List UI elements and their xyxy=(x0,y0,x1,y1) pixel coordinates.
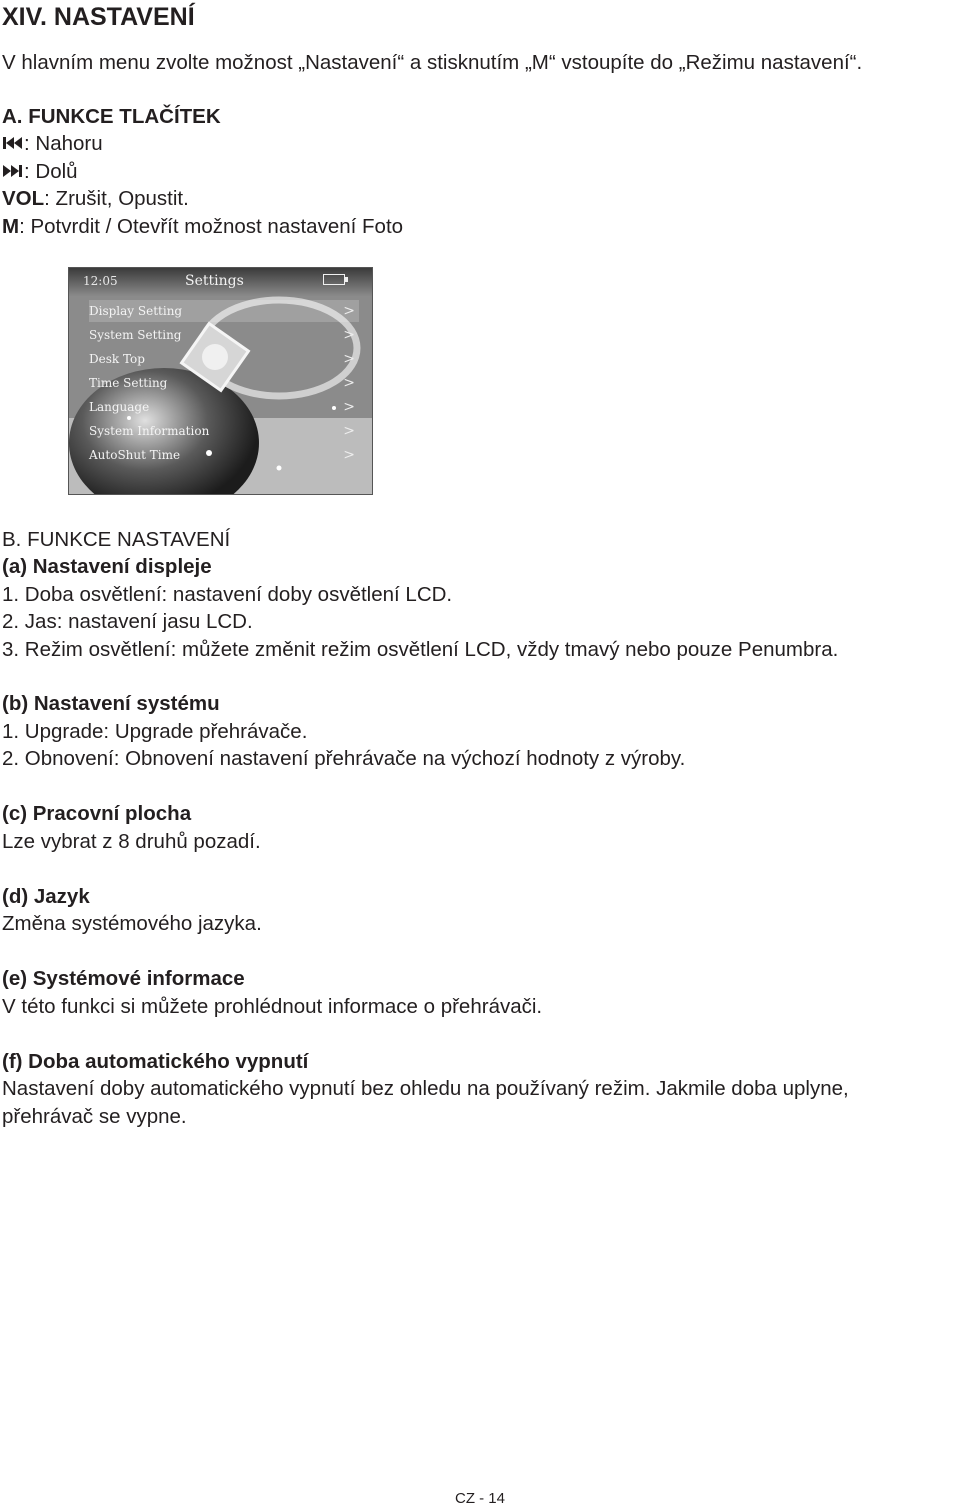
desktop-text: Lze vybrat z 8 druhů pozadí. xyxy=(2,830,261,853)
chevron-right-icon: > xyxy=(343,399,355,415)
desktop-heading: (c) Pracovní plocha xyxy=(2,802,192,825)
chevron-right-icon: > xyxy=(343,375,355,391)
info-text: V této funkci si můžete prohlédnout informace o přehrávači. xyxy=(2,995,543,1018)
menu-item-language[interactable] xyxy=(89,396,359,418)
autoshut-text-continued: přehrávač se vypne. xyxy=(2,1105,187,1128)
menu-item-autoshut-time[interactable] xyxy=(89,444,359,466)
menu-item-label: Display Setting xyxy=(89,304,183,318)
chevron-right-icon: > xyxy=(343,351,355,367)
info-heading: (e) Systémové informace xyxy=(2,967,245,990)
battery-icon xyxy=(323,274,345,285)
device-settings-screenshot xyxy=(68,267,373,495)
chevron-right-icon: > xyxy=(343,303,355,319)
language-heading: (d) Jazyk xyxy=(2,885,90,908)
menu-item-label: System Setting xyxy=(89,328,182,342)
system-item: 1. Upgrade: Upgrade přehrávače. xyxy=(2,720,308,743)
key-m-label: : Potvrdit / Otevřít možnost nastavení Foto xyxy=(19,215,404,238)
key-vol-name: VOL xyxy=(2,187,45,210)
key-m xyxy=(2,214,403,240)
menu-item-label: AutoShut Time xyxy=(89,448,181,462)
menu-item-system-setting[interactable] xyxy=(89,324,359,346)
display-item: 2. Jas: nastavení jasu LCD. xyxy=(2,610,253,633)
menu-item-label: System Information xyxy=(89,424,210,438)
display-item: 1. Doba osvětlení: nastavení doby osvětlení LCD. xyxy=(2,583,453,606)
key-vol xyxy=(2,186,189,212)
key-next-label: : Dolů xyxy=(24,160,78,183)
system-heading: (b) Nastavení systému xyxy=(2,692,220,715)
next-track-icon xyxy=(2,162,24,180)
section-b-heading: B. FUNKCE NASTAVENÍ xyxy=(2,528,231,551)
key-vol-label: : Zrušit, Opustit. xyxy=(44,187,189,210)
key-previous-label: : Nahoru xyxy=(24,132,103,155)
screen-title: Settings xyxy=(185,273,244,289)
menu-item-system-information[interactable] xyxy=(89,420,359,442)
page-title: XIV. NASTAVENÍ xyxy=(2,3,195,31)
menu-item-time-setting[interactable] xyxy=(89,372,359,394)
autoshut-heading: (f) Doba automatického vypnutí xyxy=(2,1050,309,1073)
previous-track-icon xyxy=(2,134,24,152)
menu-item-label: Desk Top xyxy=(89,352,145,366)
menu-item-desk-top[interactable] xyxy=(89,348,359,370)
system-item: 2. Obnovení: Obnovení nastavení přehrávače na výchozí hodnoty z výroby. xyxy=(2,747,686,770)
clock: 12:05 xyxy=(83,274,118,288)
chevron-right-icon: > xyxy=(343,423,355,439)
intro-text: V hlavním menu zvolte možnost „Nastavení“ a stisknutím „M“ vstoupíte do „Režimu nastavení“. xyxy=(2,51,863,74)
key-previous xyxy=(2,131,103,157)
key-m-name: M xyxy=(2,215,20,238)
autoshut-text: Nastavení doby automatického vypnutí bez ohledu na používaný režim. Jakmile doba uplyne, xyxy=(2,1077,849,1100)
menu-item-label: Time Setting xyxy=(89,376,168,390)
language-text: Změna systémového jazyka. xyxy=(2,912,262,935)
display-heading: (a) Nastavení displeje xyxy=(2,555,212,578)
key-next xyxy=(2,159,78,185)
chevron-right-icon: > xyxy=(343,447,355,463)
menu-item-display-setting[interactable] xyxy=(89,300,359,322)
page-number: CZ - 14 xyxy=(454,1490,505,1507)
menu-item-label: Language xyxy=(89,400,150,414)
chevron-right-icon: > xyxy=(343,327,355,343)
display-item: 3. Režim osvětlení: můžete změnit režim osvětlení LCD, vždy tmavý nebo pouze Penumbra. xyxy=(2,638,839,661)
section-a-heading: A. FUNKCE TLAČÍTEK xyxy=(2,105,221,128)
